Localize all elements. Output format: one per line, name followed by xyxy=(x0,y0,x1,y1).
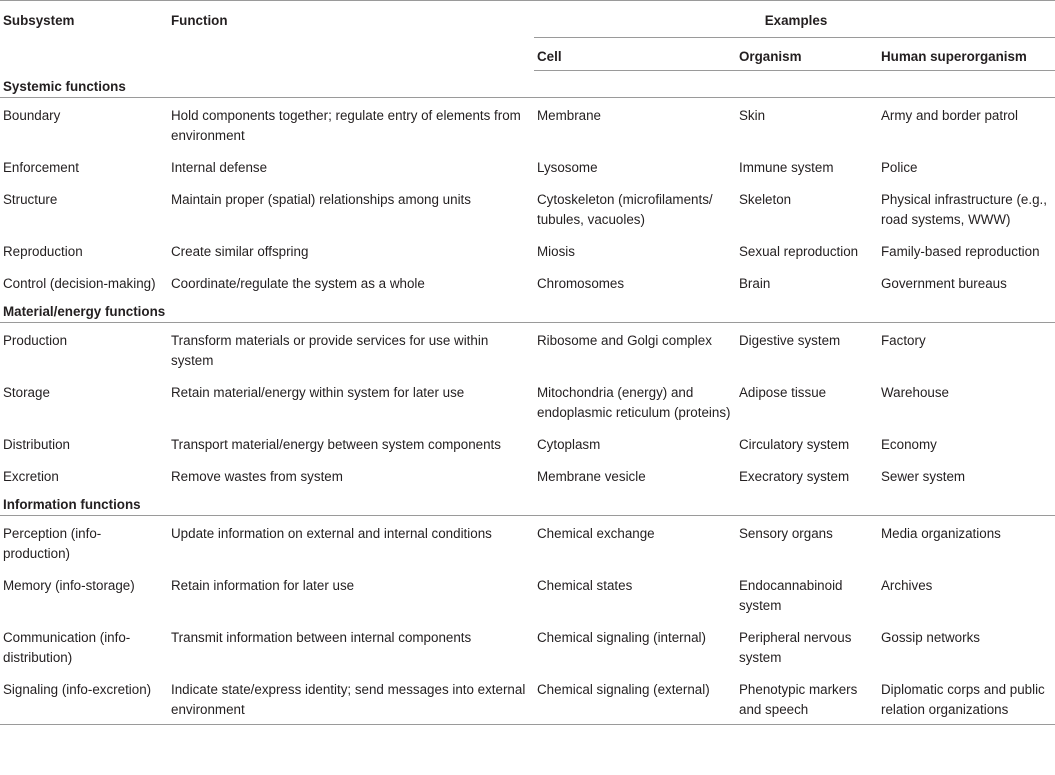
function-cell: Indicate state/express identity; send messages into external environment xyxy=(168,672,534,725)
cell-example: Miosis xyxy=(537,244,575,259)
superorganism-example: Factory xyxy=(881,333,926,348)
header-superorganism: Human superorganism xyxy=(878,38,1055,71)
cell-example: Chemical signaling (external) xyxy=(534,672,736,725)
subsystem-cell: Production xyxy=(3,333,68,348)
section-title: Material/energy functions xyxy=(0,298,1055,323)
superorganism-example: Gossip networks xyxy=(881,630,980,645)
function-cell: Update information on external and internal conditions xyxy=(171,526,492,541)
superorganism-example: Family-based reproduction xyxy=(881,244,1040,259)
table-row xyxy=(0,98,1055,151)
subsystem-cell: Memory (info-storage) xyxy=(3,578,135,593)
header-examples: Examples xyxy=(534,1,1055,38)
table-row xyxy=(0,375,1055,427)
table-row xyxy=(0,150,1055,182)
function-cell: Hold components together; regulate entry of elements from environment xyxy=(171,108,521,143)
function-cell: Create similar offspring xyxy=(171,244,309,259)
subsystem-cell: Signaling (info-excretion) xyxy=(0,672,168,725)
table-row xyxy=(0,234,1055,266)
section-header-row xyxy=(0,298,1055,323)
organism-example: Phenotypic markers and speech xyxy=(736,672,878,725)
subsystem-cell: Excretion xyxy=(3,469,59,484)
superorganism-example: Economy xyxy=(881,437,937,452)
subsystem-cell: Perception (info-production) xyxy=(3,526,102,561)
superorganism-example: Government bureaus xyxy=(881,276,1007,291)
organism-example: Sexual reproduction xyxy=(739,244,859,259)
table-body xyxy=(0,71,1055,725)
table-row xyxy=(0,266,1055,298)
cell-example: Mitochondria (energy) and endoplasmic reticulum (proteins) xyxy=(537,385,731,420)
organism-example: Sensory organs xyxy=(739,526,833,541)
organism-example: Skeleton xyxy=(739,192,792,207)
cell-example: Chemical signaling (internal) xyxy=(537,630,706,645)
superorganism-example: Diplomatic corps and public relation organizations xyxy=(878,672,1055,725)
superorganism-example: Archives xyxy=(881,578,933,593)
cell-example: Chemical states xyxy=(537,578,633,593)
table-row xyxy=(0,459,1055,491)
organism-example: Brain xyxy=(739,276,771,291)
function-cell: Coordinate/regulate the system as a whole xyxy=(171,276,425,291)
cell-example: Lysosome xyxy=(537,160,598,175)
organism-example: Endocannabinoid system xyxy=(739,578,843,613)
section-title: Information functions xyxy=(0,491,1055,516)
superorganism-example: Army and border patrol xyxy=(881,108,1018,123)
superorganism-example: Warehouse xyxy=(881,385,949,400)
function-cell: Internal defense xyxy=(171,160,268,175)
header-subsystem: Subsystem xyxy=(0,1,168,71)
subsystem-cell: Distribution xyxy=(3,437,70,452)
subsystem-cell: Reproduction xyxy=(3,244,83,259)
header-row-top xyxy=(0,1,1055,38)
superorganism-example: Media organizations xyxy=(881,526,1001,541)
function-cell: Transport material/energy between system components xyxy=(171,437,501,452)
function-cell: Retain information for later use xyxy=(171,578,355,593)
subsystem-cell: Communication (info-distribution) xyxy=(3,630,131,665)
header-cell: Cell xyxy=(534,38,736,71)
table-row xyxy=(0,568,1055,620)
table-row xyxy=(0,672,1055,725)
function-cell: Remove wastes from system xyxy=(171,469,343,484)
organism-example: Adipose tissue xyxy=(739,385,827,400)
subsystem-cell: Storage xyxy=(3,385,50,400)
organism-example: Skin xyxy=(739,108,766,123)
cell-example: Cytoplasm xyxy=(537,437,601,452)
section-header-row xyxy=(0,491,1055,516)
header-organism: Organism xyxy=(736,38,878,71)
organism-example: Immune system xyxy=(739,160,834,175)
cell-example: Ribosome and Golgi complex xyxy=(537,333,712,348)
section-header-row xyxy=(0,71,1055,98)
organism-example: Circulatory system xyxy=(739,437,850,452)
table-row xyxy=(0,323,1055,376)
cell-example: Chromosomes xyxy=(537,276,625,291)
organism-example: Digestive system xyxy=(739,333,841,348)
cell-example: Chemical exchange xyxy=(537,526,655,541)
function-cell: Retain material/energy within system for later use xyxy=(171,385,465,400)
subsystem-cell: Boundary xyxy=(3,108,61,123)
section-title: Systemic functions xyxy=(0,71,1055,98)
subsystem-cell: Control (decision-making) xyxy=(3,276,156,291)
cell-example: Cytoskeleton (microfilaments/ tubules, vacuoles) xyxy=(537,192,713,227)
table-row xyxy=(0,516,1055,569)
function-cell: Transmit information between internal components xyxy=(171,630,472,645)
function-cell: Transform materials or provide services for use within system xyxy=(171,333,489,368)
function-cell: Maintain proper (spatial) relationships among units xyxy=(171,192,471,207)
header-function: Function xyxy=(168,1,534,71)
cell-example: Membrane xyxy=(537,108,602,123)
cell-example: Membrane vesicle xyxy=(537,469,646,484)
subsystem-cell: Structure xyxy=(3,192,58,207)
table-row xyxy=(0,182,1055,234)
superorganism-example: Police xyxy=(881,160,918,175)
organism-example: Execratory system xyxy=(739,469,850,484)
table-row xyxy=(0,427,1055,459)
superorganism-example: Physical infrastructure (e.g., road systems, WWW) xyxy=(881,192,1047,227)
superorganism-example: Sewer system xyxy=(881,469,966,484)
organism-example: Peripheral nervous system xyxy=(739,630,852,665)
table-row xyxy=(0,620,1055,672)
subsystem-cell: Enforcement xyxy=(3,160,79,175)
